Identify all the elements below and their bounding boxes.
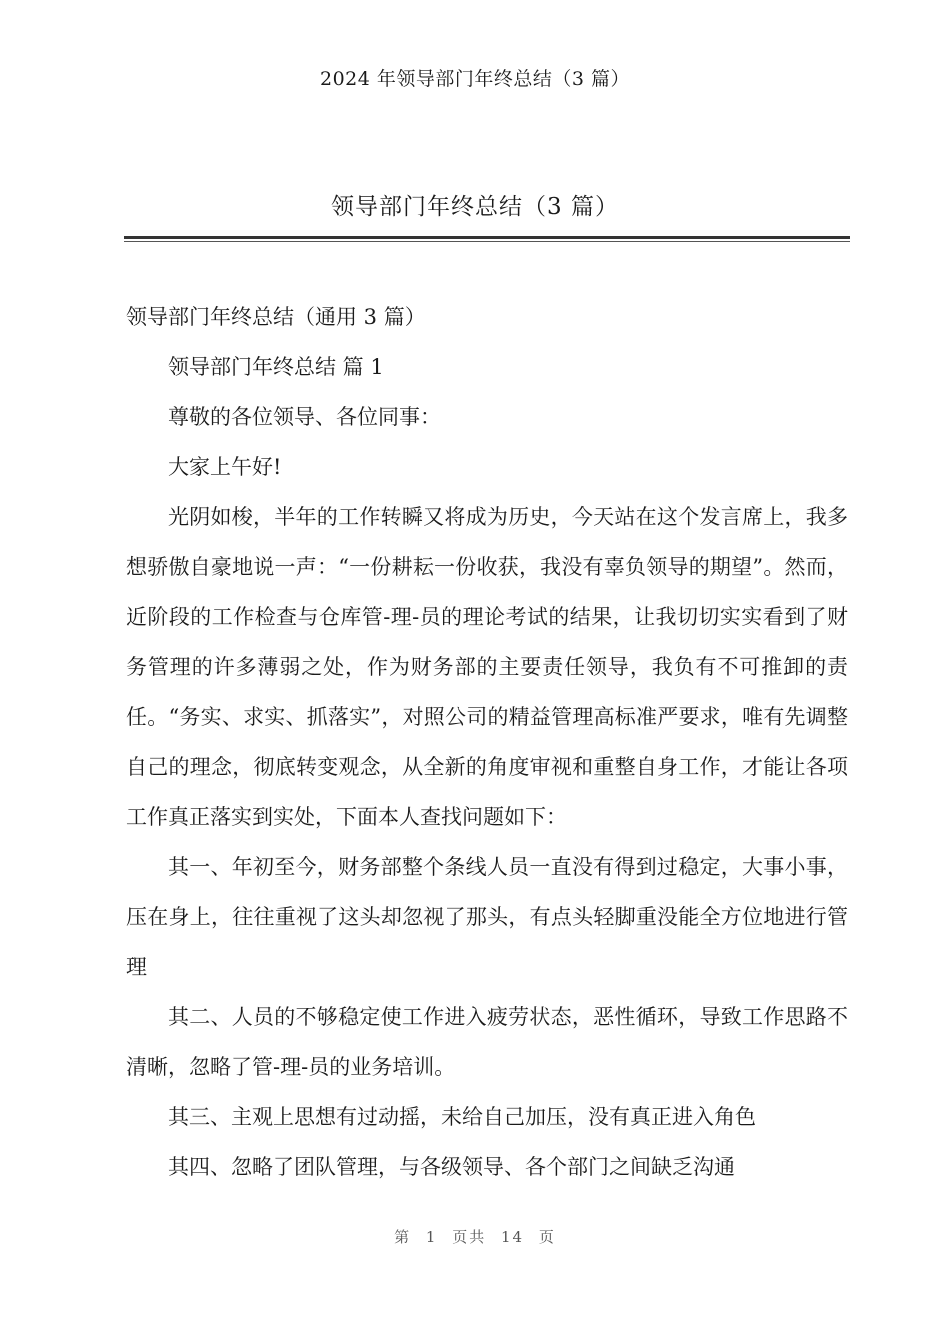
document-title: 领导部门年终总结（3 篇） [331, 194, 619, 220]
title-rule-thick [124, 236, 850, 239]
greeting-paragraph: 大家上午好! [168, 455, 282, 479]
title-rule-thin [124, 241, 850, 242]
body-paragraph: 其一、年初至今，财务部整个条线人员一直没有得到过稳定，大事小事，压在身上，往往重视了这头却忽视了那头，有点头轻脚重没能全方位地进行管理 [126, 855, 848, 979]
page-number-footer: 第 1 页共 14 页 [394, 1228, 556, 1246]
body-paragraph: 其三、主观上思想有过动摇，未给自己加压，没有真正进入角色 [168, 1105, 756, 1129]
subtitle-paragraph: 领导部门年终总结（通用 3 篇） [126, 305, 426, 329]
section-heading: 领导部门年终总结 篇 1 [168, 355, 384, 379]
body-paragraph: 其二、人员的不够稳定使工作进入疲劳状态，恶性循环，导致工作思路不清晰，忽略了管-理-员的业务培训。 [126, 1005, 848, 1079]
document-body [126, 292, 848, 1192]
salutation-paragraph: 尊敬的各位领导、各位同事： [168, 405, 441, 429]
body-paragraph: 其四、忽略了团队管理，与各级领导、各个部门之间缺乏沟通 [168, 1155, 735, 1179]
body-paragraph: 光阴如梭，半年的工作转瞬又将成为历史，今天站在这个发言席上，我多想骄傲自豪地说一声：“一份耕耘一份收获，我没有辜负领导的期望”。然而，近阶段的工作检查与仓库管-理-员的理论考试的结果，让我切切实实看到了财务管理的许多薄弱之处，作为财务部的主要责任领导，我负有不可推卸的责任。“务实、求实、抓落实”，对照公司的精益管理高标准严要求，唯有先调整自己的理念，彻底转变观念，从全新的角度审视和重整自身工作，才能让各项工作真正落实到实处，下面本人查找问题如下： [126, 505, 848, 829]
running-header-title: 2024 年领导部门年终总结（3 篇） [319, 68, 631, 90]
